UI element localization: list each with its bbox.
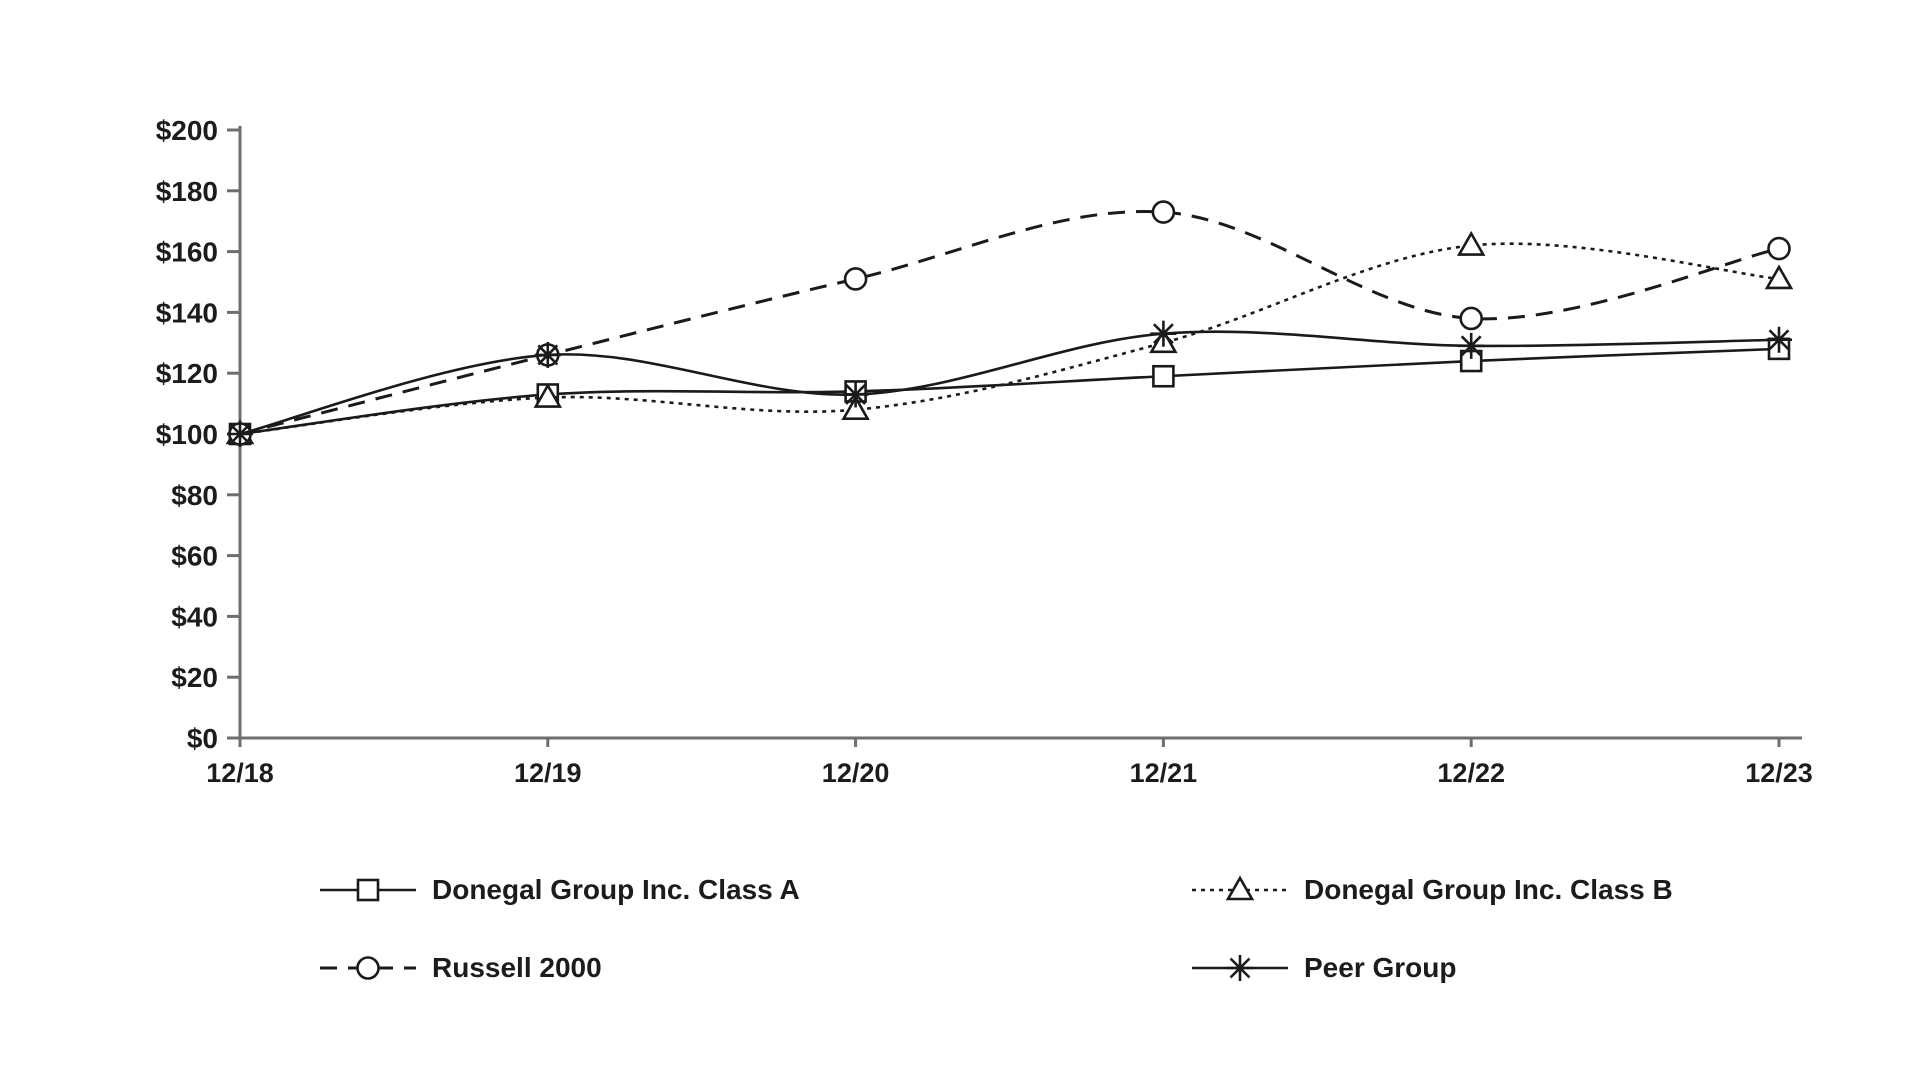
x-tick-label: 12/18 <box>206 758 274 788</box>
y-tick-label: $180 <box>155 175 218 207</box>
circle-marker-icon <box>845 268 866 289</box>
square-marker-icon <box>1153 366 1173 386</box>
y-tick-label: $80 <box>171 479 218 511</box>
legend-swatch-square-marker <box>318 872 418 908</box>
axes <box>156 115 1813 788</box>
chart-legend <box>318 872 1673 986</box>
circle-marker-icon <box>358 958 379 979</box>
legend-swatch-circle-marker <box>318 950 418 986</box>
asterisk-marker-icon <box>1150 321 1176 347</box>
y-tick-label: $20 <box>171 662 218 694</box>
y-tick-label: $60 <box>171 540 218 572</box>
asterisk-marker-icon <box>1227 955 1253 981</box>
circle-marker-icon <box>1461 308 1482 329</box>
x-tick-label: 12/21 <box>1129 758 1198 788</box>
asterisk-marker-icon <box>1458 333 1484 359</box>
x-tick-label: 12/20 <box>821 758 890 788</box>
legend-swatch-asterisk-marker <box>1190 950 1290 986</box>
legend-item-class-b <box>1190 872 1673 908</box>
legend-label-class-b: Donegal Group Inc. Class B <box>1304 874 1673 905</box>
legend-label-peer-group: Peer Group <box>1304 952 1457 983</box>
y-tick-label: $100 <box>155 419 218 450</box>
y-tick-label: $140 <box>155 297 218 329</box>
asterisk-marker-icon <box>843 381 869 407</box>
legend-item-class-a <box>318 872 1190 908</box>
square-marker-icon <box>358 880 378 900</box>
asterisk-marker-icon <box>535 342 561 368</box>
legend-swatch-triangle-marker <box>1190 872 1290 908</box>
circle-marker-icon <box>1769 238 1790 259</box>
triangle-marker-icon <box>1228 878 1252 899</box>
y-tick-label: $200 <box>155 115 218 146</box>
legend-label-class-a: Donegal Group Inc. Class A <box>432 874 800 905</box>
triangle-marker-icon <box>1459 234 1483 255</box>
series-line-1 <box>240 244 1779 434</box>
legend-label-russell-2000: Russell 2000 <box>432 952 602 983</box>
legend-item-russell-2000 <box>318 950 1190 986</box>
x-tick-label: 12/19 <box>514 758 582 788</box>
y-tick-label: $120 <box>155 358 218 390</box>
y-tick-label: $160 <box>155 236 218 268</box>
x-tick-label: 12/22 <box>1437 758 1505 788</box>
legend-item-peer-group <box>1190 950 1673 986</box>
asterisk-marker-icon <box>1766 327 1792 353</box>
y-tick-label: $40 <box>171 601 218 633</box>
series-0 <box>230 339 1789 444</box>
series-1 <box>228 234 1791 443</box>
y-tick-label: $0 <box>186 723 218 754</box>
x-tick-label: 12/23 <box>1745 758 1813 788</box>
circle-marker-icon <box>1153 202 1174 223</box>
series-2 <box>230 202 1790 445</box>
series-line-0 <box>240 349 1779 434</box>
asterisk-marker-icon <box>227 421 253 447</box>
